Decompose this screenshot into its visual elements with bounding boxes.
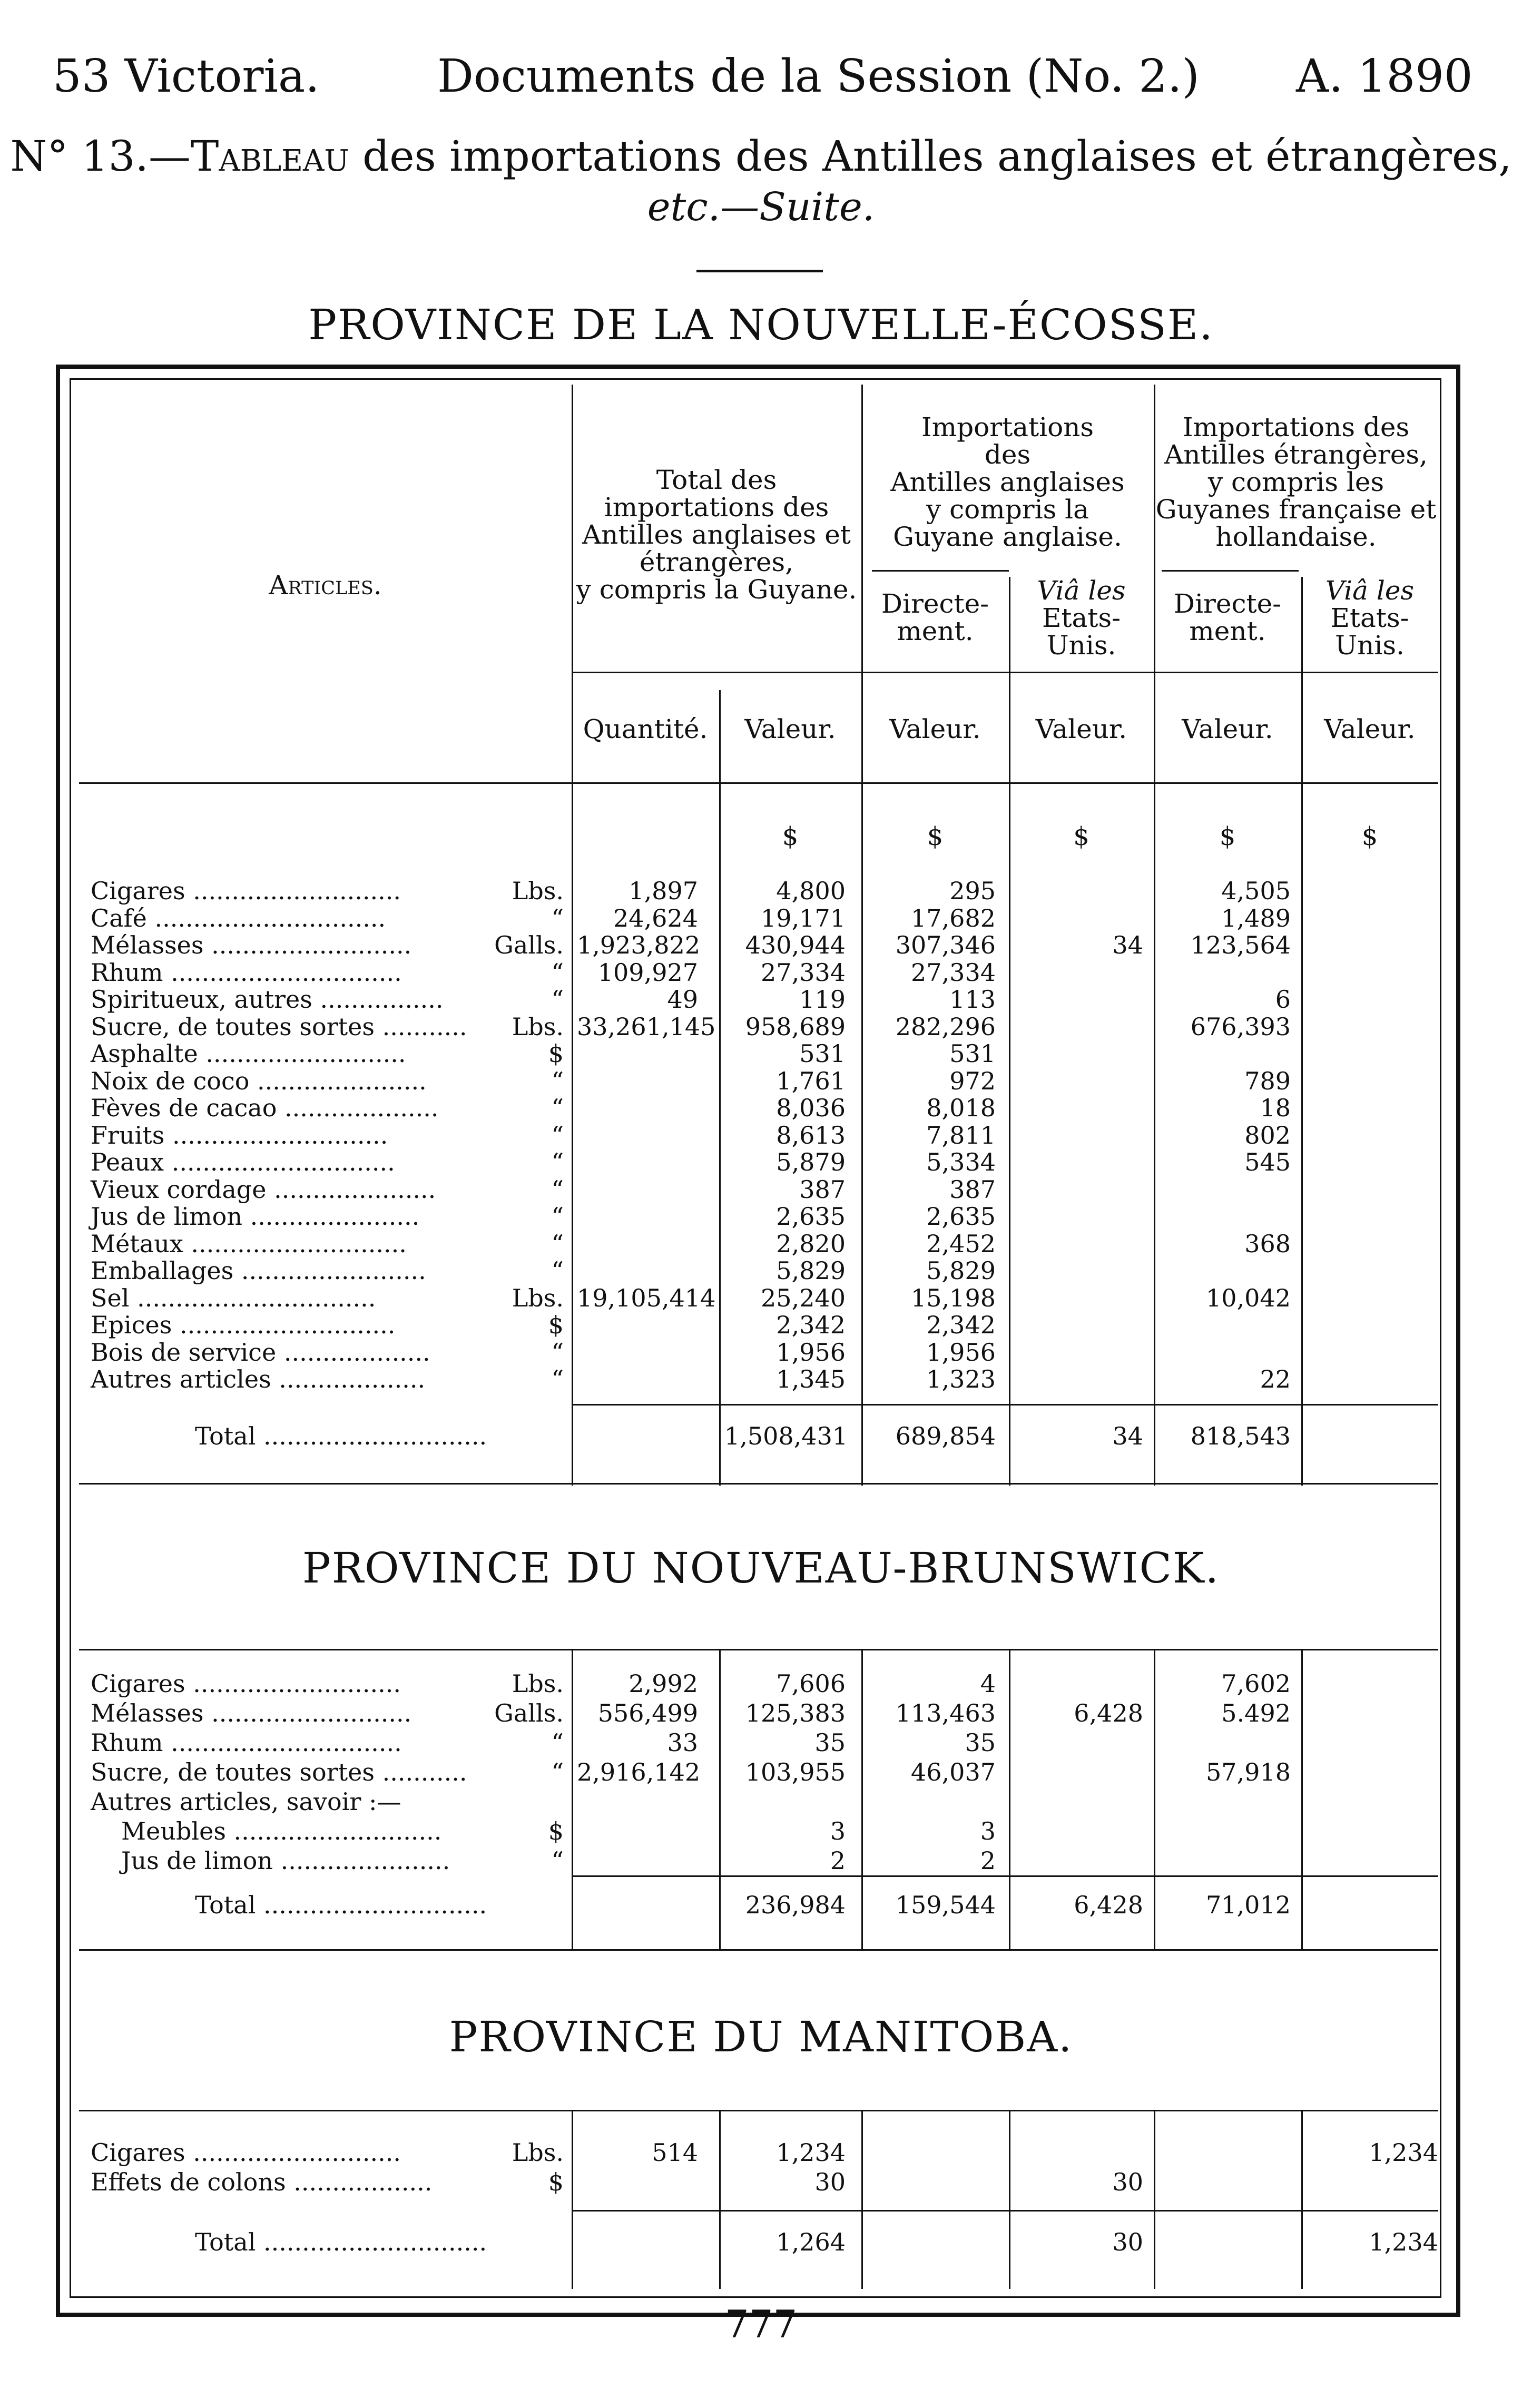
- article-label: Peaux .............................: [91, 1148, 395, 1176]
- table-row: [0, 986, 1522, 1013]
- unit-label: $: [548, 1311, 564, 1339]
- total-v: 236,984: [745, 1891, 846, 1919]
- value-fd: 6: [1275, 985, 1291, 1014]
- unit-label: “: [551, 1256, 564, 1285]
- article-label: Rhum ..............................: [91, 958, 402, 987]
- table-row: [0, 1365, 1522, 1393]
- header-right: A. 1890: [1296, 50, 1473, 103]
- value-bd: 387: [949, 1175, 996, 1204]
- value-v: 30: [814, 2168, 846, 2196]
- total-v: 1,264: [776, 2228, 846, 2256]
- unit-label: “: [551, 1338, 564, 1367]
- tableau-word: Tableau: [190, 132, 349, 181]
- value-bd: 1,323: [926, 1365, 996, 1393]
- value-bd: 1,956: [926, 1338, 996, 1367]
- table-row: [0, 1094, 1522, 1122]
- value-bd: 5,829: [926, 1256, 996, 1285]
- value-v: 5,829: [776, 1256, 846, 1285]
- article-label: Rhum ..............................: [91, 1728, 402, 1757]
- article-label: Jus de limon ......................: [121, 1846, 450, 1875]
- dollar-sign-3: $: [1073, 822, 1089, 851]
- value-v: 387: [799, 1175, 846, 1204]
- value-fd: 368: [1244, 1229, 1291, 1258]
- value-bd: 2,342: [926, 1311, 996, 1339]
- value-q: 49: [667, 985, 698, 1014]
- total-bv: 30: [1112, 2228, 1143, 2256]
- value-v: 103,955: [745, 1758, 846, 1786]
- article-label: Sucre, de toutes sortes ...........: [91, 1758, 467, 1786]
- value-v: 2: [830, 1846, 846, 1875]
- value-fd: 1,489: [1221, 903, 1291, 932]
- article-label: Cigares ...........................: [91, 2138, 401, 2167]
- foreign-group-rule: [1154, 672, 1438, 673]
- total-bd: 159,544: [895, 1891, 996, 1919]
- value-fd: 4,505: [1221, 877, 1291, 905]
- table-row: [0, 1788, 1522, 1815]
- quantite-header: Quantité.: [583, 714, 708, 744]
- foreign-group-rule-a: [1162, 570, 1299, 572]
- table-row: [0, 1230, 1522, 1257]
- total-fd: 71,012: [1206, 1891, 1291, 1919]
- valeur-header-2: Valeur.: [889, 714, 981, 744]
- table-row: [0, 1284, 1522, 1312]
- brit-group-header: Importations des Antilles anglaises y compris la Guyane anglaise.: [890, 412, 1125, 552]
- foreign-direct-header: Directe- ment.: [1173, 588, 1282, 646]
- value-bd: 113: [949, 985, 996, 1014]
- unit-label: $: [548, 1817, 564, 1845]
- value-q: 33,261,145: [577, 1012, 716, 1041]
- value-bd: 531: [949, 1039, 996, 1068]
- total-bv: 34: [1112, 1422, 1143, 1450]
- table-row: [0, 1122, 1522, 1149]
- foreign-via-header: Viâ les Etats- Unis.: [1325, 575, 1415, 661]
- article-label: Epices ............................: [91, 1311, 396, 1339]
- total-row: [0, 1891, 1522, 1919]
- value-q: 514: [652, 2138, 698, 2167]
- table-row: [0, 1847, 1522, 1874]
- sec2-col-sep-2: [719, 2110, 721, 2289]
- table-row: [0, 1040, 1522, 1067]
- valeur-header-5: Valeur.: [1324, 714, 1416, 744]
- article-label: Noix de coco ......................: [91, 1066, 427, 1095]
- total-label: Total .............................: [195, 1891, 487, 1919]
- table-row: [0, 959, 1522, 986]
- value-v: 958,689: [745, 1012, 846, 1041]
- value-fd: 7,602: [1221, 1669, 1291, 1698]
- total-fd: 818,543: [1190, 1422, 1291, 1450]
- value-bd: 5,334: [926, 1148, 996, 1176]
- unit-label: “: [551, 1229, 564, 1258]
- value-v: 1,956: [776, 1338, 846, 1367]
- sec1-bottom-rule: [79, 1949, 1438, 1951]
- table-row: [0, 1311, 1522, 1339]
- value-bd: 7,811: [926, 1121, 996, 1149]
- unit-label: Galls.: [494, 1699, 564, 1727]
- table-row: [0, 1148, 1522, 1176]
- value-fd: 10,042: [1206, 1283, 1291, 1312]
- foreign-group-header: Importations des Antilles étrangères, y compris les Guyanes française et hollandaise.: [1155, 412, 1437, 552]
- sec2-col-sep-3: [861, 2110, 863, 2289]
- value-bv: 30: [1112, 2168, 1143, 2196]
- table-row: [0, 1203, 1522, 1230]
- value-bd: 35: [965, 1728, 996, 1757]
- table-number: N° 13.—: [10, 132, 191, 181]
- value-bd: 46,037: [911, 1758, 996, 1786]
- table-row: [0, 1339, 1522, 1366]
- unit-label: “: [551, 1202, 564, 1231]
- value-bd: 8,018: [926, 1094, 996, 1122]
- value-bd: 17,682: [911, 903, 996, 932]
- value-bd: 113,463: [895, 1699, 996, 1727]
- value-fd: 5.492: [1221, 1699, 1291, 1727]
- unit-label: “: [551, 985, 564, 1014]
- article-label: Mélasses ..........................: [91, 931, 412, 959]
- value-bd: 2: [980, 1846, 996, 1875]
- unit-label: Lbs.: [512, 2138, 564, 2167]
- page-number: 777: [724, 2302, 798, 2346]
- value-bd: 282,296: [895, 1012, 996, 1041]
- unit-label: Lbs.: [512, 1012, 564, 1041]
- total-fv: 1,234: [1369, 2228, 1438, 2256]
- total-row: [0, 2228, 1522, 2256]
- value-q: 24,624: [613, 903, 698, 932]
- value-v: 1,345: [776, 1365, 846, 1393]
- article-label: Cigares ...........................: [91, 1669, 401, 1698]
- value-q: 2,992: [629, 1669, 698, 1698]
- table-row: [0, 1257, 1522, 1284]
- table-row: [0, 1067, 1522, 1095]
- header-bottom-rule: [79, 782, 1438, 784]
- unit-label: Lbs.: [512, 1283, 564, 1312]
- sec0-bottom-rule: [79, 1483, 1438, 1485]
- value-q: 2,916,142: [577, 1758, 701, 1786]
- valeur-header-4: Valeur.: [1182, 714, 1273, 744]
- value-v: 3: [830, 1817, 846, 1845]
- value-v: 2,820: [776, 1229, 846, 1258]
- article-label: Spiritueux, autres ................: [91, 985, 444, 1014]
- table-row: [0, 905, 1522, 932]
- value-fd: 57,918: [1206, 1758, 1291, 1786]
- sec1-total-rule: [572, 1875, 1438, 1877]
- unit-label: “: [551, 1758, 564, 1786]
- value-bv: 34: [1112, 931, 1143, 959]
- article-label: Fèves de cacao ....................: [91, 1094, 439, 1122]
- brit-via-header: Viâ les Etats- Unis.: [1037, 575, 1126, 661]
- sec2-total-rule: [572, 2210, 1438, 2212]
- value-v: 7,606: [776, 1669, 846, 1698]
- value-bd: 2,635: [926, 1202, 996, 1231]
- value-fv: 1,234: [1369, 2138, 1438, 2167]
- value-bd: 2,452: [926, 1229, 996, 1258]
- sec2-col-sep-6: [1301, 2110, 1303, 2289]
- value-bd: 15,198: [911, 1283, 996, 1312]
- article-label: Métaux ............................: [91, 1229, 407, 1258]
- unit-label: “: [551, 903, 564, 932]
- section-title-0: PROVINCE DE LA NOUVELLE-ÉCOSSE.: [308, 300, 1214, 349]
- sec2-col-sep-5: [1154, 2110, 1155, 2289]
- dollar-sign-4: $: [1219, 822, 1236, 851]
- value-v: 1,234: [776, 2138, 846, 2167]
- unit-label: “: [551, 1365, 564, 1393]
- valeur-header-3: Valeur.: [1035, 714, 1127, 744]
- unit-label: Galls.: [494, 931, 564, 959]
- value-v: 531: [799, 1039, 846, 1068]
- unit-label: “: [551, 1175, 564, 1204]
- total-label: Total .............................: [195, 2228, 487, 2256]
- value-bv: 6,428: [1074, 1699, 1143, 1727]
- sec1-top-rule: [79, 1649, 1438, 1650]
- value-v: 35: [814, 1728, 846, 1757]
- value-q: 19,105,414: [577, 1283, 716, 1312]
- unit-label: “: [551, 1094, 564, 1122]
- table-row: [0, 1670, 1522, 1697]
- value-v: 5,879: [776, 1148, 846, 1176]
- unit-label: “: [551, 1121, 564, 1149]
- header-center: Documents de la Session (No. 2.): [437, 50, 1200, 103]
- table-heading-rest: des importations des Antilles anglaises et étrangères,: [349, 132, 1512, 181]
- value-q: 33: [667, 1728, 698, 1757]
- value-v: 27,334: [761, 958, 846, 987]
- table-row: [0, 1013, 1522, 1040]
- brit-direct-header: Directe- ment.: [881, 588, 989, 646]
- value-v: 8,613: [776, 1121, 846, 1149]
- article-label: Sucre, de toutes sortes ...........: [91, 1012, 467, 1041]
- sec2-col-sep-4: [1009, 2110, 1010, 2289]
- value-v: 2,635: [776, 1202, 846, 1231]
- article-label: Effets de colons ..................: [91, 2168, 433, 2196]
- article-label: Café ..............................: [91, 903, 386, 932]
- value-v: 1,761: [776, 1066, 846, 1095]
- section-title-2: PROVINCE DU MANITOBA.: [449, 2012, 1073, 2061]
- table-row: [0, 1729, 1522, 1756]
- value-bd: 307,346: [895, 931, 996, 959]
- unit-label: $: [548, 1039, 564, 1068]
- table-row: [0, 2139, 1522, 2166]
- article-label: Autres articles ...................: [91, 1365, 426, 1393]
- dollar-sign-5: $: [1361, 822, 1378, 851]
- table-row: [0, 1176, 1522, 1203]
- dollar-sign-2: $: [927, 822, 944, 851]
- article-label: Jus de limon ......................: [91, 1202, 420, 1231]
- article-label: Emballages ........................: [91, 1256, 426, 1285]
- value-fd: 545: [1244, 1148, 1291, 1176]
- sec2-top-rule: [79, 2110, 1438, 2111]
- value-v: 119: [799, 985, 846, 1014]
- articles-header: Articles.: [269, 570, 382, 601]
- section-title-1: PROVINCE DU NOUVEAU-BRUNSWICK.: [302, 1544, 1220, 1593]
- table-row: [0, 877, 1522, 905]
- article-label: Bois de service ...................: [91, 1338, 430, 1367]
- value-v: 4,800: [776, 877, 846, 905]
- unit-label: Lbs.: [512, 1669, 564, 1698]
- value-fd: 123,564: [1190, 931, 1291, 959]
- article-label: Autres articles, savoir :—: [91, 1787, 401, 1816]
- table-row: [0, 2168, 1522, 2196]
- table-row: [0, 1699, 1522, 1727]
- table-row: [0, 1758, 1522, 1786]
- total-bd: 689,854: [895, 1422, 996, 1450]
- total-label: Total .............................: [195, 1422, 487, 1450]
- value-bd: 27,334: [911, 958, 996, 987]
- sec2-col-sep-1: [572, 2110, 573, 2289]
- unit-label: “: [551, 958, 564, 987]
- value-v: 8,036: [776, 1094, 846, 1122]
- value-bd: 295: [949, 877, 996, 905]
- article-label: Asphalte ..........................: [91, 1039, 406, 1068]
- unit-label: Lbs.: [512, 877, 564, 905]
- article-label: Meubles ...........................: [121, 1817, 442, 1845]
- value-fd: 22: [1260, 1365, 1291, 1393]
- unit-label: “: [551, 1066, 564, 1095]
- article-label: Vieux cordage .....................: [91, 1175, 436, 1204]
- value-fd: 802: [1244, 1121, 1291, 1149]
- value-fd: 676,393: [1190, 1012, 1291, 1041]
- value-q: 556,499: [597, 1699, 698, 1727]
- unit-label: $: [548, 2168, 564, 2196]
- article-label: Sel ...............................: [91, 1283, 376, 1312]
- value-bd: 972: [949, 1066, 996, 1095]
- total-group-rule: [572, 672, 861, 673]
- total-group-header: Total des importations des Antilles anglaises et étrangères, y compris la Guyane.: [576, 465, 857, 605]
- table-row: [0, 1817, 1522, 1845]
- total-v: 1,508,431: [724, 1422, 848, 1450]
- value-v: 25,240: [761, 1283, 846, 1312]
- article-label: Mélasses ..........................: [91, 1699, 412, 1727]
- article-label: Fruits ............................: [91, 1121, 388, 1149]
- value-fd: 18: [1260, 1094, 1291, 1122]
- table-heading: [0, 132, 1522, 181]
- sec0-total-rule: [572, 1404, 1438, 1406]
- brit-group-rule: [861, 672, 1154, 673]
- total-row: [0, 1422, 1522, 1450]
- table-heading-line2: etc.—Suite.: [647, 184, 875, 230]
- article-label: Cigares ...........................: [91, 877, 401, 905]
- valeur-header-1: Valeur.: [744, 714, 836, 744]
- value-q: 109,927: [597, 958, 698, 987]
- value-v: 19,171: [761, 903, 846, 932]
- value-bd: 4: [980, 1669, 996, 1698]
- unit-label: “: [551, 1728, 564, 1757]
- value-v: 430,944: [745, 931, 846, 959]
- dollar-sign-1: $: [782, 822, 799, 851]
- unit-label: “: [551, 1846, 564, 1875]
- value-v: 2,342: [776, 1311, 846, 1339]
- header-left: 53 Victoria.: [53, 50, 320, 103]
- total-bv: 6,428: [1074, 1891, 1143, 1919]
- value-bd: 3: [980, 1817, 996, 1845]
- brit-group-rule-a: [872, 570, 1009, 572]
- unit-label: “: [551, 1148, 564, 1176]
- value-fd: 789: [1244, 1066, 1291, 1095]
- value-q: 1,897: [629, 877, 698, 905]
- value-q: 1,923,822: [577, 931, 701, 959]
- heading-rule: [696, 270, 823, 272]
- table-row: [0, 931, 1522, 959]
- value-v: 125,383: [745, 1699, 846, 1727]
